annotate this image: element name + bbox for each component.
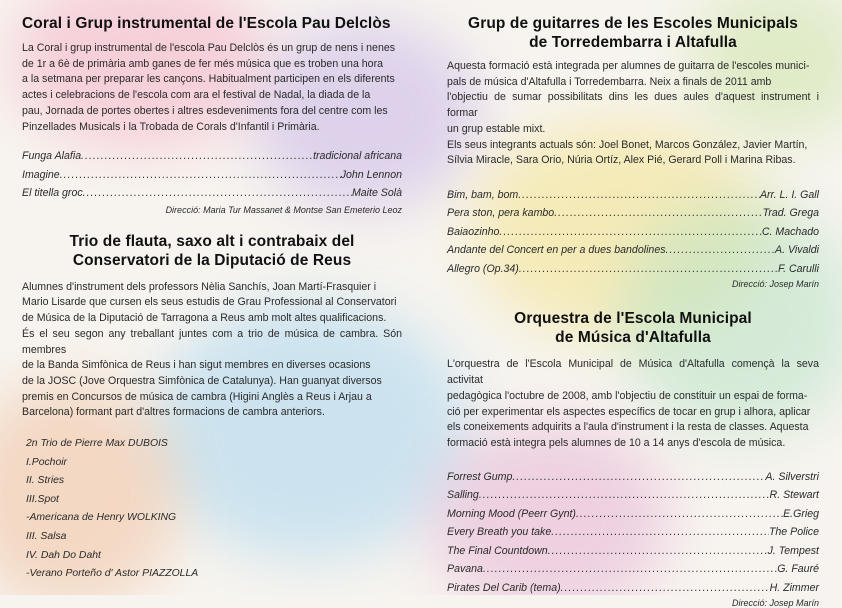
program-item: Andante del Concert en per a dues bandolines ..... A. Vivaldi (447, 241, 819, 260)
list-item: I.Pochoir (26, 456, 68, 468)
list-item: III. Salsa (26, 531, 67, 543)
guitar-program (447, 186, 819, 279)
program-item: Forrest Gump ..... A. Silverstri (447, 468, 819, 487)
trio-title: Trio de flauta, saxo alt i contrabaix del Conservatori de la Diputació de Reus (69, 232, 355, 269)
list-item: II. Stries (26, 475, 65, 487)
coral-title: Coral i Grup instrumental de l'Escola Pau Delclòs (22, 15, 391, 32)
program-item: Funga Alafia ..... tradicional africana (22, 147, 402, 166)
orchestra-director: Direcció: Josep Marín (731, 598, 819, 608)
program-item: Bim, bam, bom ..... Arr. L. I. Gall (447, 186, 819, 205)
orchestra-section (447, 309, 819, 608)
coral-director: Direcció: Maria Tur Massanet & Montse San Emeterio Leoz (165, 204, 402, 215)
guitar-director: Direcció: Josep Marín (731, 279, 819, 290)
program-item: The Final Countdown ..... J. Tempest (447, 542, 819, 561)
program-item: Imagine ..... John Lennon (22, 166, 402, 185)
coral-section (22, 14, 402, 215)
coral-description: La Coral i grup instrumental de l'escola Pau Delclòs és un grup de nens i nenes de 1r a 6è de primària amb ganes de fer més música que es troben una hora a la setmana per preparar les cançons. Habitualment participen en els diferents actes i celebracions de l'escola com ara el festival de Nadal, la diada de la pau, Jornada de portes obertes i altres esdeveniments fora del centre com les Pinzellades Musicals i la Trobada de Corals d'Infantil i Primària. (22, 42, 396, 133)
program-item: Pavana ..... G. Fauré (447, 560, 819, 579)
list-item: 2n Trio de Pierre Max DUBOIS (26, 438, 168, 450)
trio-description: Alumnes d'instrument dels professors Nèlia Sanchís, Joan Martí-Frasquier i Mario Lisarde que cursen els seus estudis de Grau Professional al Conservatori de Música de la Diputació de Tarragona a Reus amb molt altes qualificacions. És el seu segon any treballant juntes com a trio de música de cambra. Són membres de la Banda Simfònica de Reus i han sigut membres en diverses ocasions de la JOSC (Jove Orquestra Simfònica de Catalunya). Han guanyat diversos premis en Concursos de música de cambra (Higini Anglès a Reus i Arjau a Barcelona) formant part d'altres formacions de cambra anteriors. (22, 280, 402, 419)
guitar-section (447, 14, 819, 289)
list-item: -Verano Porteño d' Astor PIAZZOLLA (26, 568, 199, 580)
list-item: IV. Dah Do Daht (26, 549, 101, 561)
coral-program (22, 147, 402, 203)
right-column (447, 0, 819, 608)
guitar-title: Grup de guitarres de les Escoles Municipals de Torredembarra i Altafulla (468, 15, 798, 51)
program-item: Every Breath you take ..... The Police (447, 523, 819, 542)
trio-program (26, 435, 402, 584)
orchestra-title: Orquestra de l'Escola Municipal de Música d'Altafulla (514, 310, 752, 347)
list-item: -Americana de Henry WOLKING (26, 512, 177, 524)
list-item: III.Spot (26, 493, 59, 505)
orchestra-program (447, 468, 819, 598)
program-item: El titella groc ..... Maite Solà (22, 184, 402, 203)
program-item: Pera ston, pera kambo ..... Trad. Grega (447, 204, 819, 223)
trio-section (22, 232, 402, 584)
program-item: Morning Mood (Peerr Gynt) ..... E.Grieg (447, 505, 819, 524)
guitar-description: Aquesta formació està integrada per alumnes de guitarra de l'escoles munici- pals de música d'Altafulla i Torredembarra. Neix a finals de 2011 amb l'objectiu de sumar possibilitats dins les dues aules d'aquest instrument i formar un grup estable mixt. Els seus integrants actuals són: Joel Bonet, Marcos González, Javier Martín, Sílvia Miracle, Sara Orio, Núria Ortíz, Alex Pié, Gerard Poll i Marina Ribas. (447, 60, 819, 167)
orchestra-description: L'orquestra de l'Escola Municipal de Música d'Altafulla començà la seva activitat pedagògica l'octubre de 2008, amb l'objectiu de constituir un espai de forma- ció per experimentar els aspectes específics de tocar en grup i alhora, aplicar els coneixements adquirits a l'aula d'instrument i la resta de classes. Aquesta formació està integra pels alumnes de 10 a 14 anys d'escola de música. (447, 358, 819, 449)
program-item: Pirates Del Carib (tema) ..... H. Zimmer (447, 579, 819, 598)
program-item: Salling ..... R. Stewart (447, 486, 819, 505)
program-item: Baiaozinho ..... C. Machado (447, 223, 819, 242)
program-item: Allegro (Op.34) ..... F. Carulli (447, 260, 819, 279)
left-column (22, 0, 402, 584)
